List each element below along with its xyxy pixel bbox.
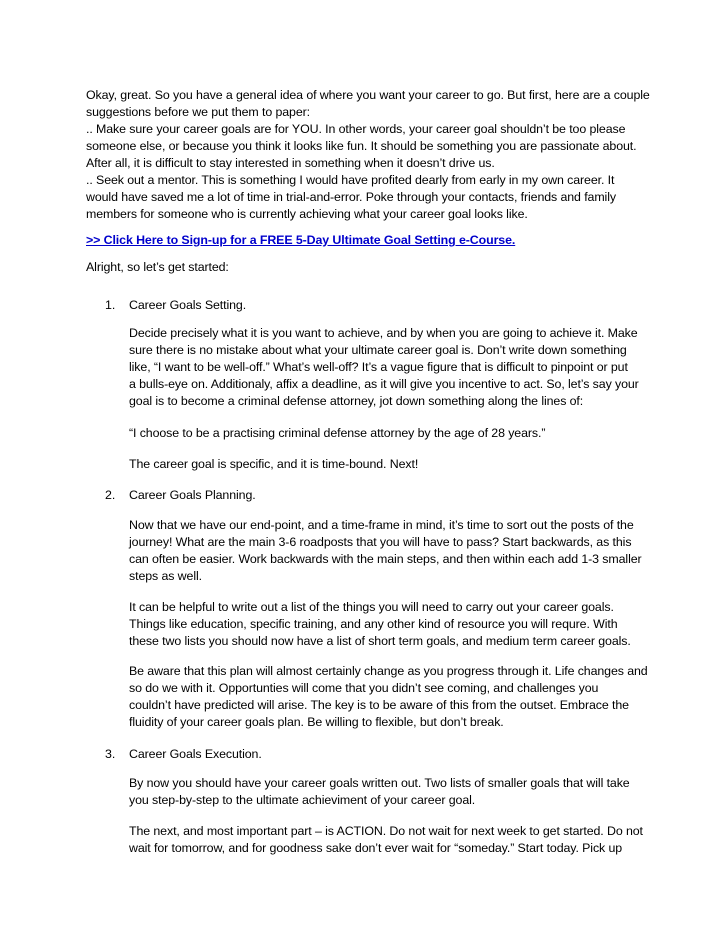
intro-line: someone else, or because you think it looks like fun. It should be something you are passionate about. <box>86 139 637 153</box>
list-number: 2. <box>105 488 116 502</box>
paragraph-line: The next, and most important part – is ACTION. Do not wait for next week to get started. Do not <box>129 824 643 838</box>
paragraph-line: By now you should have your career goals written out. Two lists of smaller goals that will take <box>129 776 630 790</box>
paragraph-line: couldn’t have predicted will arise. The key is to be aware of this from the outset. Embrace the <box>129 698 629 712</box>
section-heading: Career Goals Setting. <box>129 298 247 312</box>
signup-link[interactable]: >> Click Here to Sign-up for a FREE 5-Day Ultimate Goal Setting e-Course. <box>86 233 516 247</box>
section-heading: Career Goals Execution. <box>129 747 262 761</box>
intro-line: .. Make sure your career goals are for YOU. In other words, your career goal shouldn’t be too please <box>86 122 626 136</box>
section-heading: Career Goals Planning. <box>129 488 256 502</box>
paragraph-line: It can be helpful to write out a list of the things you will need to carry out your career goals. <box>129 600 614 614</box>
list-number: 3. <box>105 747 116 761</box>
intro-line: members for someone who is currently achieving what your career goal looks like. <box>86 207 528 221</box>
paragraph-line: so do we with it. Opportunties will come that you didn’t see coming, and challenges you <box>129 681 599 695</box>
paragraph-line: goal is to become a criminal defense attorney, jot down something along the lines of: <box>129 394 584 408</box>
list-number: 1. <box>105 298 116 312</box>
paragraph-line: wait for tomorrow, and for goodness sake don’t ever wait for “someday.” Start today. Pick up <box>129 841 623 855</box>
paragraph-line: Things like education, specific training, and any other kind of resource you will requre. With <box>129 617 618 631</box>
paragraph-line: like, “I want to be well-off.” What’s well-off? It’s a vague figure that is difficult to pinpoint or put <box>129 360 628 374</box>
paragraph-line: fluidity of your career goals plan. Be willing to flexible, but don’t break. <box>129 715 504 729</box>
intro-line: .. Seek out a mentor. This is something I would have profited dearly from early in my own career. It <box>86 173 615 187</box>
paragraph-line: steps as well. <box>129 569 202 583</box>
quote-line: “I choose to be a practising criminal defense attorney by the age of 28 years.” <box>129 426 546 440</box>
intro-line: would have saved me a lot of time in trial-and-error. Poke through your contacts, friends and family <box>86 190 616 204</box>
paragraph-line: sure there is no mistake about what your ultimate career goal is. Don’t write down something <box>129 343 627 357</box>
paragraph-line: these two lists you should now have a list of short term goals, and medium term career goals. <box>129 634 631 648</box>
intro-line: After all, it is difficult to stay interested in something when it doesn’t drive us. <box>86 156 495 170</box>
paragraph-line: Decide precisely what it is you want to achieve, and by when you are going to achieve it. Make <box>129 326 638 340</box>
paragraph-line: Be aware that this plan will almost certainly change as you progress through it. Life changes and <box>129 664 648 678</box>
paragraph-line: a bulls-eye on. Additionaly, affix a deadline, as it will give you incentive to act. So, let’s say your <box>129 377 639 391</box>
paragraph-line: journey! What are the main 3-6 roadposts that you will have to pass? Start backwards, as this <box>129 535 632 549</box>
paragraph-line: The career goal is specific, and it is time-bound. Next! <box>129 457 419 471</box>
paragraph-line: Now that we have our end-point, and a time-frame in mind, it’s time to sort out the posts of the <box>129 518 634 532</box>
paragraph-line: you step-by-step to the ultimate achieviment of your career goal. <box>129 793 476 807</box>
lead-text: Alright, so let’s get started: <box>86 260 229 274</box>
intro-line: Okay, great. So you have a general idea of where you want your career to go. But first, here are a couple <box>86 88 650 102</box>
paragraph-line: can often be easier. Work backwards with the main steps, and then within each add 1-3 smaller <box>129 552 642 566</box>
intro-line: suggestions before we put them to paper: <box>86 105 310 119</box>
